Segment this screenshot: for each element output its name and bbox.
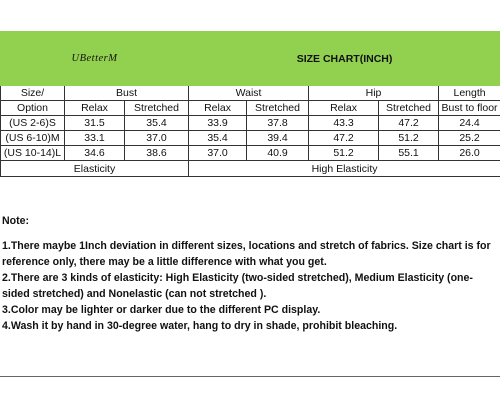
value-cell: 35.4: [125, 116, 189, 131]
subheader: Relax: [189, 101, 247, 116]
value-cell: 51.2: [379, 131, 439, 146]
title-row: [1, 32, 500, 86]
note-item: 4.Wash it by hand in 30-degree water, hang to dry in shade, prohibit bleaching.: [2, 320, 398, 332]
notes-section: [2, 213, 498, 334]
value-cell: 33.9: [189, 116, 247, 131]
size-cell: (US 10-14)L: [1, 146, 65, 161]
note-item: 3.Color may be lighter or darker due to the different PC display.: [2, 304, 321, 316]
note-item: 1.There maybe 1Inch deviation in different sizes, locations and stretch of fabrics. Size chart is for reference only, there may be a little difference with what you get.: [2, 240, 491, 268]
value-cell: 35.4: [189, 131, 247, 146]
value-cell: 40.9: [247, 146, 309, 161]
elasticity-row: [1, 161, 500, 177]
value-cell: 31.5: [65, 116, 125, 131]
value-cell: 39.4: [247, 131, 309, 146]
divider: [0, 376, 500, 377]
notes-heading: Note:: [2, 215, 30, 227]
value-cell: 47.2: [379, 116, 439, 131]
sub-header-row: [1, 101, 500, 116]
value-cell: 55.1: [379, 146, 439, 161]
value-cell: 33.1: [65, 131, 125, 146]
value-cell: 51.2: [309, 146, 379, 161]
subheader: Bust to floor: [439, 101, 500, 116]
subheader: Stretched: [247, 101, 309, 116]
subheader: Relax: [65, 101, 125, 116]
value-cell: 37.0: [189, 146, 247, 161]
elasticity-value: High Elasticity: [189, 161, 500, 177]
size-cell: (US 2-6)S: [1, 116, 65, 131]
group-hip: Hip: [309, 86, 439, 101]
brand-logo: UBetterM: [1, 32, 189, 86]
value-cell: 43.3: [309, 116, 379, 131]
group-waist: Waist: [189, 86, 309, 101]
size-cell: (US 6-10)M: [1, 131, 65, 146]
value-cell: 38.6: [125, 146, 189, 161]
group-length: Length: [439, 86, 500, 101]
value-cell: 25.2: [439, 131, 500, 146]
subheader: Relax: [309, 101, 379, 116]
group-bust: Bust: [65, 86, 189, 101]
subheader: Stretched: [125, 101, 189, 116]
table-row: [1, 131, 500, 146]
value-cell: 37.8: [247, 116, 309, 131]
chart-title: SIZE CHART(INCH): [189, 32, 500, 86]
table-row: [1, 116, 500, 131]
size-chart-table: [0, 31, 500, 177]
value-cell: 26.0: [439, 146, 500, 161]
elasticity-label: Elasticity: [1, 161, 189, 177]
table-row: [1, 146, 500, 161]
subheader: Stretched: [379, 101, 439, 116]
value-cell: 24.4: [439, 116, 500, 131]
size-label: Size/: [1, 86, 65, 101]
note-item: 2.There are 3 kinds of elasticity: High Elasticity (two-sided stretched), Medium Elasticity (one-sided stretched) and Nonelastic (can not stretched ).: [2, 272, 473, 300]
value-cell: 34.6: [65, 146, 125, 161]
group-header-row: [1, 86, 500, 101]
value-cell: 37.0: [125, 131, 189, 146]
option-label: Option: [1, 101, 65, 116]
value-cell: 47.2: [309, 131, 379, 146]
